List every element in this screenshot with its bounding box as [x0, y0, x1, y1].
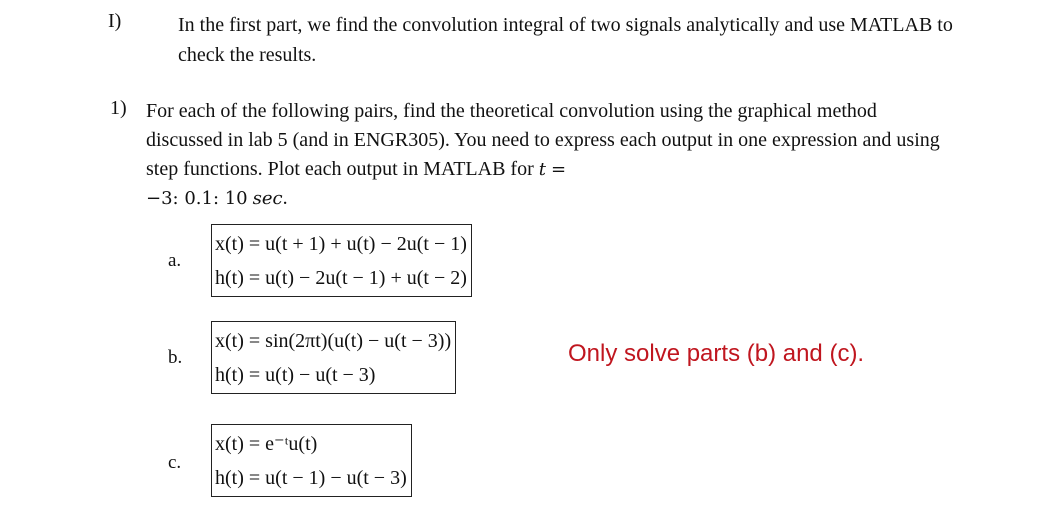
part-c-label: c. [168, 452, 182, 473]
section-intro: In the first part, we find the convolution integral of two signals analytically and use MATLAB to check the results. [178, 14, 953, 66]
time-unit: sec [252, 188, 283, 209]
instruction-note: Only solve parts (b) and (c). [568, 340, 865, 367]
section-number: I) [108, 10, 122, 32]
part-b-x-equation: x(t) = sin(2πt)(u(t) − u(t − 3)) [215, 330, 452, 352]
question-body: For each of the following pairs, find the theoretical convolution using the graphical method discussed in lab 5 (and in ENGR305). You need to express each output in one expression and using step functions. Plot each output in MATLAB for [146, 100, 940, 180]
part-c-equations [211, 424, 412, 497]
part-b-equations [211, 321, 456, 394]
part-c-h-equation: h(t) = u(t − 1) − u(t − 3) [215, 467, 407, 489]
part-c-x-equation: x(t) = e⁻ᵗu(t) [215, 433, 318, 455]
question-number: 1) [110, 97, 127, 119]
time-variable: t [538, 159, 546, 180]
part-b-h-equation: h(t) = u(t) − u(t − 3) [215, 364, 376, 386]
part-b-label: b. [168, 347, 183, 368]
time-range: −3: 0.1: 10 [146, 188, 248, 209]
part-a-equations [211, 224, 472, 297]
part-a-h-equation: h(t) = u(t) − 2u(t − 1) + u(t − 2) [215, 267, 467, 289]
part-a-x-equation: x(t) = u(t + 1) + u(t) − 2u(t − 1) [215, 233, 467, 255]
question-text [146, 97, 946, 213]
part-a-label: a. [168, 250, 182, 271]
range-end: . [282, 187, 288, 209]
equals-sign: = [550, 159, 567, 180]
